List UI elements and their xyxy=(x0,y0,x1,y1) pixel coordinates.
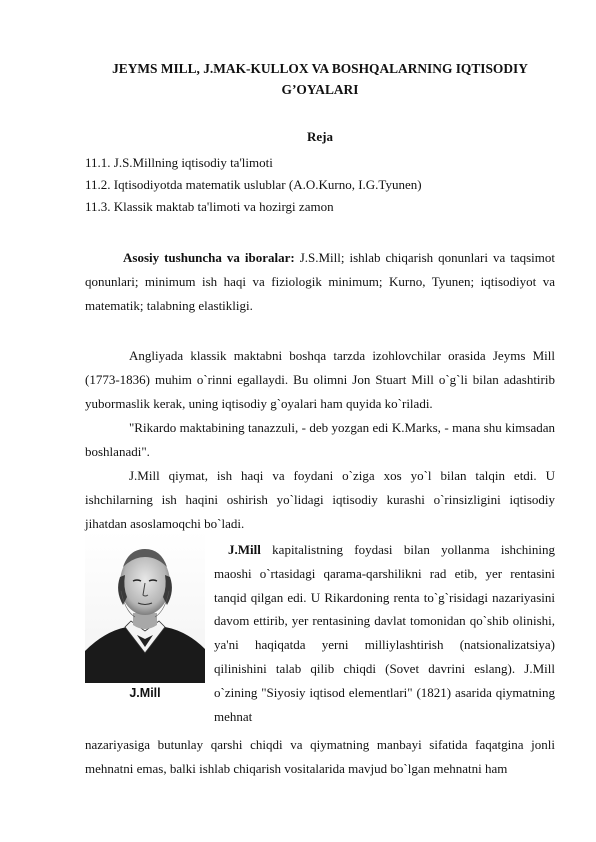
portrait-engraving xyxy=(85,531,205,683)
paragraph-3: J.Mill qiymat, ish haqi va foydani o`ziga xos yo`l bilan talqin etdi. U ishchilarning ish haqini oshirish yo`lidagi iqtisodiy kurashi o`rinsizligini iqtisodiy jihatdan asoslamoqchi bo`ladi. xyxy=(85,468,555,531)
key-concepts-paragraph xyxy=(85,246,555,318)
title-line-2: G’OYALARI xyxy=(281,82,359,97)
key-concepts-text: J.S.Mill; ishlab chiqarish qonunlari va taqsimot qonunlari; minimum ish haqi va fiziologik minimum; Kurno, Tyunen; iqtisodiyot va matematik; talabning elastikligi. xyxy=(85,250,556,313)
j-mill-name: J.Mill xyxy=(228,542,261,557)
portrait-image xyxy=(85,531,205,683)
paragraph-4-continuation: nazariyasiga butunlay qarshi chiqdi va qiymatning manbayi sifatida faqatgina jonli mehnatni emas, balki ishlab chiqarish vositalarida mavjud bo`lgan mehnatni ham xyxy=(85,737,555,776)
paragraph-1: Angliyada klassik maktabni boshqa tarzda izohlovchilar orasida Jeyms Mill (1773-1836) muhim o`rinni egallaydi. Bu olimni Jon Stuart Mill o`g`li bilan adashtirib yubormaslik kerak, uning iqtisodiy g`oyalari ham quyida ko`riladi. xyxy=(85,348,555,411)
plan-item: 11.1. J.S.Millning iqtisodiy ta'limoti xyxy=(85,155,273,170)
plan-item: 11.2. Iqtisodiyotda matematik uslublar (A.O.Kurno, I.G.Tyunen) xyxy=(85,177,422,192)
document-title xyxy=(85,58,555,100)
paragraph-4 xyxy=(214,538,555,728)
portrait-caption: J.Mill xyxy=(129,686,161,700)
title-line-1: JEYMS MILL, J.MAK-KULLOX VA BOSHQALARNING IQTISODIY xyxy=(112,61,528,76)
plan-list xyxy=(85,152,555,218)
paragraph-4-text: kapitalistning foydasi bilan yollanma ishchining maoshi o`rtasidagi qarama-qarshilikni rad etib, yer rentasini tanqid qilgan edi. U Rikardoning renta to`g`risidagi nazariyasini davom ettirib, yer rentasining davlat tomonidan qo`shib olinishi, ya'ni haqiqatda yerni milliylashtirish (natsionalizatsiya) qilinishini talab qilib chiqdi (Sovet davrini eslang). J.Mill o`zining "Siyosiy iqtisod elementlari" (1821) asarida qiymatning mehnat xyxy=(214,542,555,724)
plan-heading: Reja xyxy=(307,129,333,144)
key-concepts-label: Asosiy tushuncha va iboralar: xyxy=(123,250,295,265)
paragraph-2: "Rikardo maktabining tanazzuli, - deb yozgan edi K.Marks, - mana shu kimsadan boshlanadi". xyxy=(85,420,555,459)
plan-item: 11.3. Klassik maktab ta'limoti va hozirgi zamon xyxy=(85,199,334,214)
